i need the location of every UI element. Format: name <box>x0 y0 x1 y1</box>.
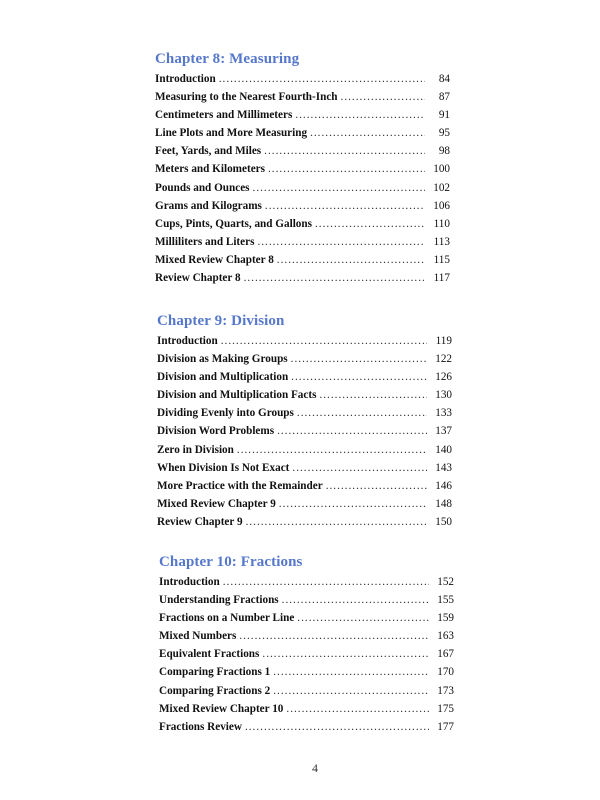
toc-entry[interactable] <box>157 368 452 386</box>
toc-entry-page: 100 <box>433 163 450 176</box>
toc-entry-page: 170 <box>437 666 454 679</box>
toc-entry[interactable] <box>155 70 450 88</box>
chapter-title: Chapter 8: Measuring <box>155 51 300 67</box>
toc-entry-label: Division and Multiplication <box>157 371 289 384</box>
toc-entry[interactable] <box>155 179 450 197</box>
dot-leader <box>341 88 425 106</box>
toc-entry[interactable] <box>159 609 454 627</box>
toc-entry-label: Division Word Problems <box>157 425 275 438</box>
toc-entry-label: Introduction <box>155 73 216 85</box>
dot-leader <box>223 573 429 591</box>
toc-entry-label: Dividing Evenly into Groups <box>157 407 294 420</box>
toc-entry-page: 140 <box>435 443 452 456</box>
toc-entry-page: 163 <box>437 630 454 643</box>
toc-entry-label: More Practice with the Remainder <box>157 479 323 492</box>
dot-leader <box>245 718 429 736</box>
toc-entry-label: Feet, Yards, and Miles <box>155 145 262 158</box>
dot-leader <box>291 368 427 386</box>
dot-leader <box>279 495 427 513</box>
dot-leader <box>277 422 427 440</box>
toc-entry[interactable] <box>155 88 450 106</box>
toc-entry-label: Division as Making Groups <box>157 353 288 366</box>
dot-leader <box>277 251 425 269</box>
dot-leader <box>297 609 429 627</box>
dot-leader <box>292 459 427 477</box>
dot-leader <box>286 700 429 718</box>
toc-entry-page: 133 <box>435 407 452 420</box>
toc-entry[interactable] <box>157 422 452 440</box>
toc-entry[interactable] <box>155 197 450 215</box>
dot-leader <box>282 591 429 609</box>
toc-entry-page: 143 <box>435 461 452 474</box>
toc-entry-page: 173 <box>437 684 454 697</box>
toc-entry-label: Review Chapter 8 <box>155 272 241 285</box>
toc-list <box>155 70 450 287</box>
toc-entry-label: Fractions on a Number Line <box>159 612 295 625</box>
toc-entry-page: 117 <box>433 272 450 285</box>
toc-entry[interactable] <box>155 106 450 124</box>
dot-leader <box>273 663 429 681</box>
toc-entry-label: Mixed Review Chapter 8 <box>155 253 274 266</box>
toc-entry-page: 130 <box>435 389 452 402</box>
toc-entry-page: 175 <box>437 702 454 715</box>
dot-leader <box>262 645 429 663</box>
toc-entry-page: 95 <box>438 127 450 140</box>
dot-leader <box>246 513 427 531</box>
toc-entry-label: Mixed Review Chapter 10 <box>159 702 284 715</box>
toc-entry[interactable] <box>157 477 452 495</box>
toc-entry[interactable] <box>159 591 454 609</box>
dot-leader <box>273 682 429 700</box>
dot-leader <box>295 106 425 124</box>
toc-entry-label: Fractions Review <box>159 720 242 733</box>
chapter-9-section <box>157 310 452 531</box>
chapter-title: Chapter 10: Fractions <box>159 554 303 570</box>
toc-entry[interactable] <box>157 513 452 531</box>
toc-entry-label: Introduction <box>159 576 220 588</box>
toc-entry[interactable] <box>157 404 452 422</box>
dot-leader <box>268 160 425 178</box>
chapter-10-section <box>159 551 454 736</box>
toc-entry-page: 155 <box>437 594 454 607</box>
toc-entry[interactable] <box>155 142 450 160</box>
dot-leader <box>253 179 425 197</box>
toc-entry-page: 113 <box>433 235 450 248</box>
toc-entry-label: Review Chapter 9 <box>157 515 243 528</box>
toc-entry-label: Cups, Pints, Quarts, and Gallons <box>155 217 312 230</box>
toc-entry-label: Understanding Fractions <box>159 594 279 607</box>
dot-leader <box>326 477 427 495</box>
dot-leader <box>237 441 427 459</box>
toc-entry[interactable] <box>159 718 454 736</box>
toc-entry-label: Equivalent Fractions <box>159 648 260 661</box>
toc-entry[interactable] <box>159 663 454 681</box>
toc-entry-label: Introduction <box>157 335 218 347</box>
toc-entry[interactable] <box>159 700 454 718</box>
toc-entry-label: Zero in Division <box>157 443 234 456</box>
toc-entry[interactable] <box>155 251 450 269</box>
toc-entry[interactable] <box>157 386 452 404</box>
toc-entry-page: 106 <box>433 199 450 212</box>
chapter-8-section <box>155 48 450 287</box>
toc-entry[interactable] <box>157 459 452 477</box>
dot-leader <box>244 269 425 287</box>
toc-entry-page: 159 <box>437 612 454 625</box>
dot-leader <box>257 233 425 251</box>
toc-entry-page: 126 <box>435 371 452 384</box>
toc-entry-label: Division and Multiplication Facts <box>157 389 317 402</box>
dot-leader <box>239 627 429 645</box>
toc-entry-page: 167 <box>437 648 454 661</box>
toc-entry-label: Meters and Kilometers <box>155 163 265 176</box>
toc-entry-page: 87 <box>438 91 450 104</box>
toc-entry-label: Centimeters and Millimeters <box>155 109 293 122</box>
toc-entry[interactable] <box>157 441 452 459</box>
toc-entry[interactable] <box>155 233 450 251</box>
toc-entry-page: 102 <box>433 181 450 194</box>
toc-entry-page: 115 <box>433 253 450 266</box>
dot-leader <box>219 70 425 88</box>
chapter-title: Chapter 9: Division <box>157 313 285 329</box>
dot-leader <box>265 197 425 215</box>
toc-entry[interactable] <box>157 495 452 513</box>
toc-entry-page: 122 <box>435 353 452 366</box>
page-number: 4 <box>312 761 318 775</box>
toc-entry[interactable] <box>159 627 454 645</box>
toc-entry-label: Mixed Review Chapter 9 <box>157 497 276 510</box>
dot-leader <box>319 386 427 404</box>
toc-entry[interactable] <box>155 124 450 142</box>
toc-entry-page: 119 <box>435 335 452 347</box>
toc-entry-label: Measuring to the Nearest Fourth-Inch <box>155 91 338 104</box>
toc-entry-page: 91 <box>438 109 450 122</box>
toc-entry[interactable] <box>157 350 452 368</box>
toc-entry-label: Grams and Kilograms <box>155 199 262 212</box>
toc-entry-label: Comparing Fractions 1 <box>159 666 271 679</box>
toc-entry-page: 152 <box>437 576 454 588</box>
toc-entry-label: Milliliters and Liters <box>155 235 255 248</box>
toc-entry[interactable] <box>155 160 450 178</box>
toc-entry[interactable] <box>159 645 454 663</box>
toc-list <box>159 573 454 736</box>
toc-entry-label: Mixed Numbers <box>159 630 237 643</box>
dot-leader <box>221 332 427 350</box>
toc-entry[interactable] <box>159 573 454 591</box>
toc-entry-label: Pounds and Ounces <box>155 181 250 194</box>
dot-leader <box>315 215 425 233</box>
toc-entry-label: Line Plots and More Measuring <box>155 127 308 140</box>
dot-leader <box>264 142 425 160</box>
toc-list <box>157 332 452 531</box>
toc-entry-page: 146 <box>435 479 452 492</box>
toc-entry-page: 177 <box>437 720 454 733</box>
dot-leader <box>310 124 425 142</box>
toc-entry[interactable] <box>157 332 452 350</box>
dot-leader <box>297 404 427 422</box>
toc-entry-page: 137 <box>435 425 452 438</box>
dot-leader <box>291 350 427 368</box>
toc-entry[interactable] <box>155 269 450 287</box>
toc-entry-page: 150 <box>435 515 452 528</box>
toc-entry[interactable] <box>155 215 450 233</box>
toc-entry-label: When Division Is Not Exact <box>157 461 290 474</box>
toc-entry-label: Comparing Fractions 2 <box>159 684 271 697</box>
toc-entry-page: 98 <box>438 145 450 158</box>
toc-entry-page: 84 <box>438 73 450 85</box>
toc-entry[interactable] <box>159 682 454 700</box>
toc-entry-page: 110 <box>433 217 450 230</box>
toc-entry-page: 148 <box>435 497 452 510</box>
